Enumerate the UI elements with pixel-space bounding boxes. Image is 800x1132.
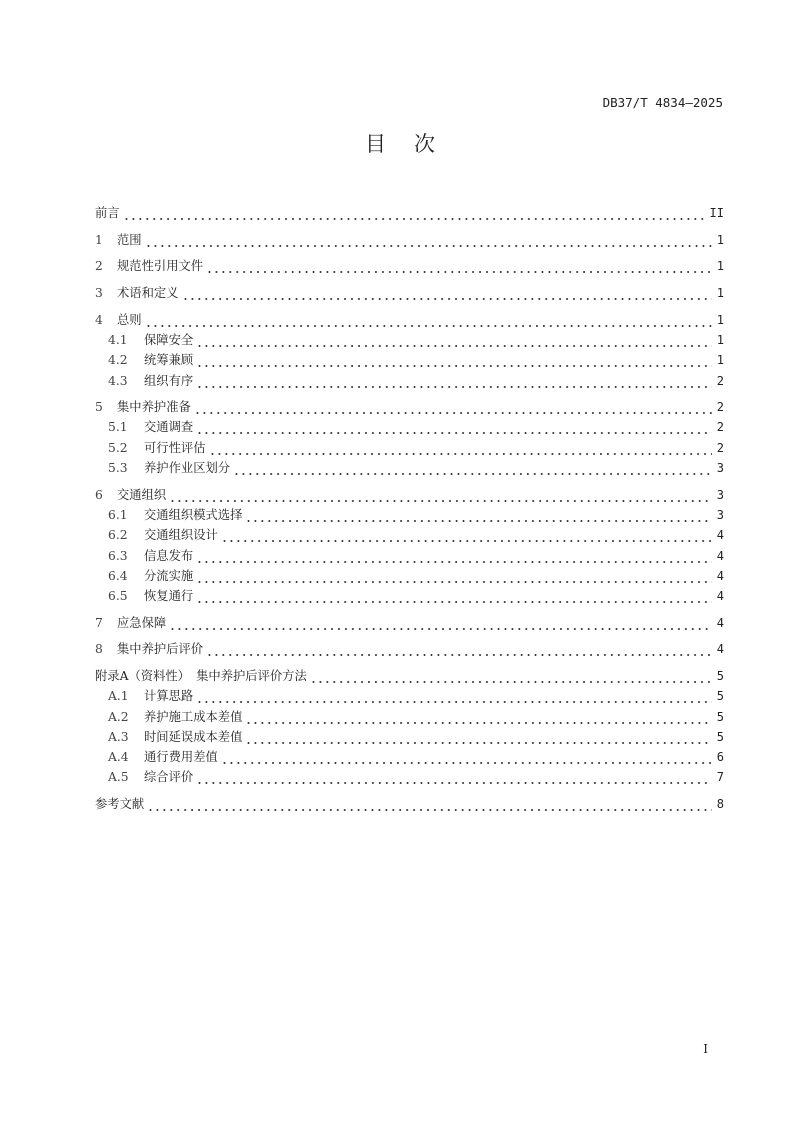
toc-entry-label: 集中养护准备 [117,400,191,415]
dot-leader [206,256,712,276]
toc-entry-label: 信息发布 [144,548,194,563]
page-title: 目次 [365,132,463,156]
toc-entry-page: 3 [716,487,724,502]
toc-entry-page: 8 [716,796,724,811]
toc-entry[interactable] [95,639,724,659]
toc-entry-page: 2 [716,440,724,455]
dot-leader [206,639,712,659]
page-number: I [703,1042,708,1056]
toc-entry[interactable] [95,767,724,787]
toc-entry-number: 6.2 [108,528,128,543]
toc-entry-number: 4.2 [108,353,128,368]
dot-leader [245,727,712,747]
toc-entry[interactable] [95,350,724,370]
dot-leader [169,613,712,633]
dot-leader [182,283,713,303]
toc-entry-number: 5 [95,400,103,415]
toc-entry-label: 综合评价 [144,770,194,785]
toc-entry[interactable] [95,612,724,632]
toc-entry-number: 6.1 [108,507,128,522]
toc-entry-label: 恢复通行 [144,589,194,604]
toc-entry-page: 5 [716,729,724,744]
dot-leader [145,230,712,250]
toc-entry-label: 交通调查 [144,420,194,435]
dot-leader [196,350,712,370]
dot-leader [196,767,712,787]
toc-entry-label: 总则 [117,312,142,327]
toc-entry-page: 1 [716,332,724,347]
toc-entry[interactable] [95,686,724,706]
dot-leader [196,566,712,586]
toc-entry-page: 3 [716,461,724,476]
toc-entry[interactable] [95,525,724,545]
toc-entry-number: 6 [95,487,103,502]
toc-entry[interactable] [95,706,724,726]
dot-leader [209,438,713,458]
toc-entry-page: 5 [716,689,724,704]
toc-entry-number: 8 [95,642,103,657]
toc-entry[interactable] [95,586,724,606]
dot-leader [221,747,712,767]
dot-leader [196,371,712,391]
document-code: DB37/T 4834—2025 [602,95,723,110]
dot-leader [147,794,712,814]
toc-entry-label: 集中养护后评价 [117,642,204,657]
toc-entry[interactable] [95,330,724,350]
toc-entry[interactable] [95,566,724,586]
toc-entry-page: 7 [716,770,724,785]
toc-entry-page: 1 [716,286,724,301]
toc-entry[interactable] [95,794,724,814]
toc-entry-number: 5.3 [108,461,128,476]
toc-entry-label: 分流实施 [144,568,194,583]
toc-entry-page: 4 [716,642,724,657]
dot-leader [145,310,712,330]
toc-entry-label: 范围 [117,232,142,247]
toc-entry-number: 6.4 [108,568,128,583]
toc-entry-page: 6 [716,750,724,765]
toc-entry-label: 应急保障 [117,615,167,630]
toc-entry[interactable] [95,505,724,525]
toc-entry-label: 计算思路 [144,689,194,704]
toc-entry-page: 4 [716,589,724,604]
toc-entry-number: 5.2 [108,440,128,455]
dot-leader [196,586,712,606]
toc-entry[interactable] [95,397,724,417]
toc-entry-page: 2 [716,400,724,415]
toc-entry-number: A.3 [108,729,129,744]
toc-entry-label: 参考文献 [95,796,145,811]
toc-entry-number: A.1 [108,689,129,704]
toc-entry-label: 组织有序 [144,373,194,388]
toc-entry-number: A.4 [108,750,129,765]
toc-entry-label: 养护施工成本差值 [144,709,243,724]
toc-entry[interactable] [95,203,724,223]
toc-entry[interactable] [95,666,724,686]
dot-leader [221,525,712,545]
dot-leader [233,458,712,478]
toc-entry-page: 2 [716,420,724,435]
toc-entry[interactable] [95,256,724,276]
toc-entry-page: 4 [716,528,724,543]
toc-entry-label: 术语和定义 [117,286,179,301]
table-of-contents [95,203,724,814]
toc-entry[interactable] [95,747,724,767]
toc-entry-page: 1 [716,312,724,327]
toc-entry[interactable] [95,230,724,250]
dot-leader [123,203,706,223]
toc-entry-label: 保障安全 [144,332,194,347]
dot-leader [196,330,712,350]
toc-entry-label: 可行性评估 [144,440,206,455]
toc-entry-page: 4 [716,615,724,630]
dot-leader [245,505,712,525]
toc-entry[interactable] [95,370,724,390]
toc-entry-number: A.2 [108,709,129,724]
toc-entry-number: 4.3 [108,373,128,388]
toc-entry[interactable] [95,283,724,303]
toc-entry-number: 6.3 [108,548,128,563]
toc-entry-number: A.5 [108,770,129,785]
toc-entry[interactable] [95,484,724,504]
toc-entry-page: 4 [716,568,724,583]
toc-entry[interactable] [95,309,724,329]
toc-entry-number: 4.1 [108,332,128,347]
toc-entry-label: 前言 [95,206,120,221]
toc-entry[interactable] [95,417,724,437]
toc-entry-page: 1 [716,353,724,368]
toc-entry[interactable] [95,727,724,747]
toc-entry[interactable] [95,458,724,478]
toc-entry-page: 3 [716,507,724,522]
toc-entry[interactable] [95,437,724,457]
dot-leader [196,546,712,566]
toc-entry-page: 5 [716,668,724,683]
dot-leader [310,666,712,686]
toc-entry-page: 5 [716,709,724,724]
toc-entry-page: 1 [716,259,724,274]
toc-entry[interactable] [95,545,724,565]
toc-entry-page: 4 [716,548,724,563]
toc-entry-page: 2 [716,373,724,388]
dot-leader [169,485,712,505]
dot-leader [194,397,712,417]
toc-entry-label: 附录A（资料性） 集中养护后评价方法 [95,668,307,683]
toc-entry-number: 4 [95,312,103,327]
toc-entry-label: 通行费用差值 [144,750,218,765]
toc-entry-label: 时间延误成本差值 [144,729,243,744]
toc-entry-label: 交通组织模式选择 [144,507,243,522]
toc-entry-number: 3 [95,286,103,301]
toc-entry-label: 养护作业区划分 [144,461,231,476]
toc-entry-number: 2 [95,259,103,274]
toc-entry-page: 1 [716,232,724,247]
toc-entry-page: II [709,206,724,221]
toc-entry-label: 统筹兼顾 [144,353,194,368]
toc-entry-label: 交通组织设计 [144,528,218,543]
toc-entry-number: 7 [95,615,103,630]
dot-leader [196,417,712,437]
dot-leader [245,707,712,727]
dot-leader [196,686,712,706]
toc-entry-number: 5.1 [108,420,128,435]
toc-entry-label: 规范性引用文件 [117,259,204,274]
toc-entry-number: 1 [95,232,103,247]
toc-entry-label: 交通组织 [117,487,167,502]
toc-entry-number: 6.5 [108,589,128,604]
